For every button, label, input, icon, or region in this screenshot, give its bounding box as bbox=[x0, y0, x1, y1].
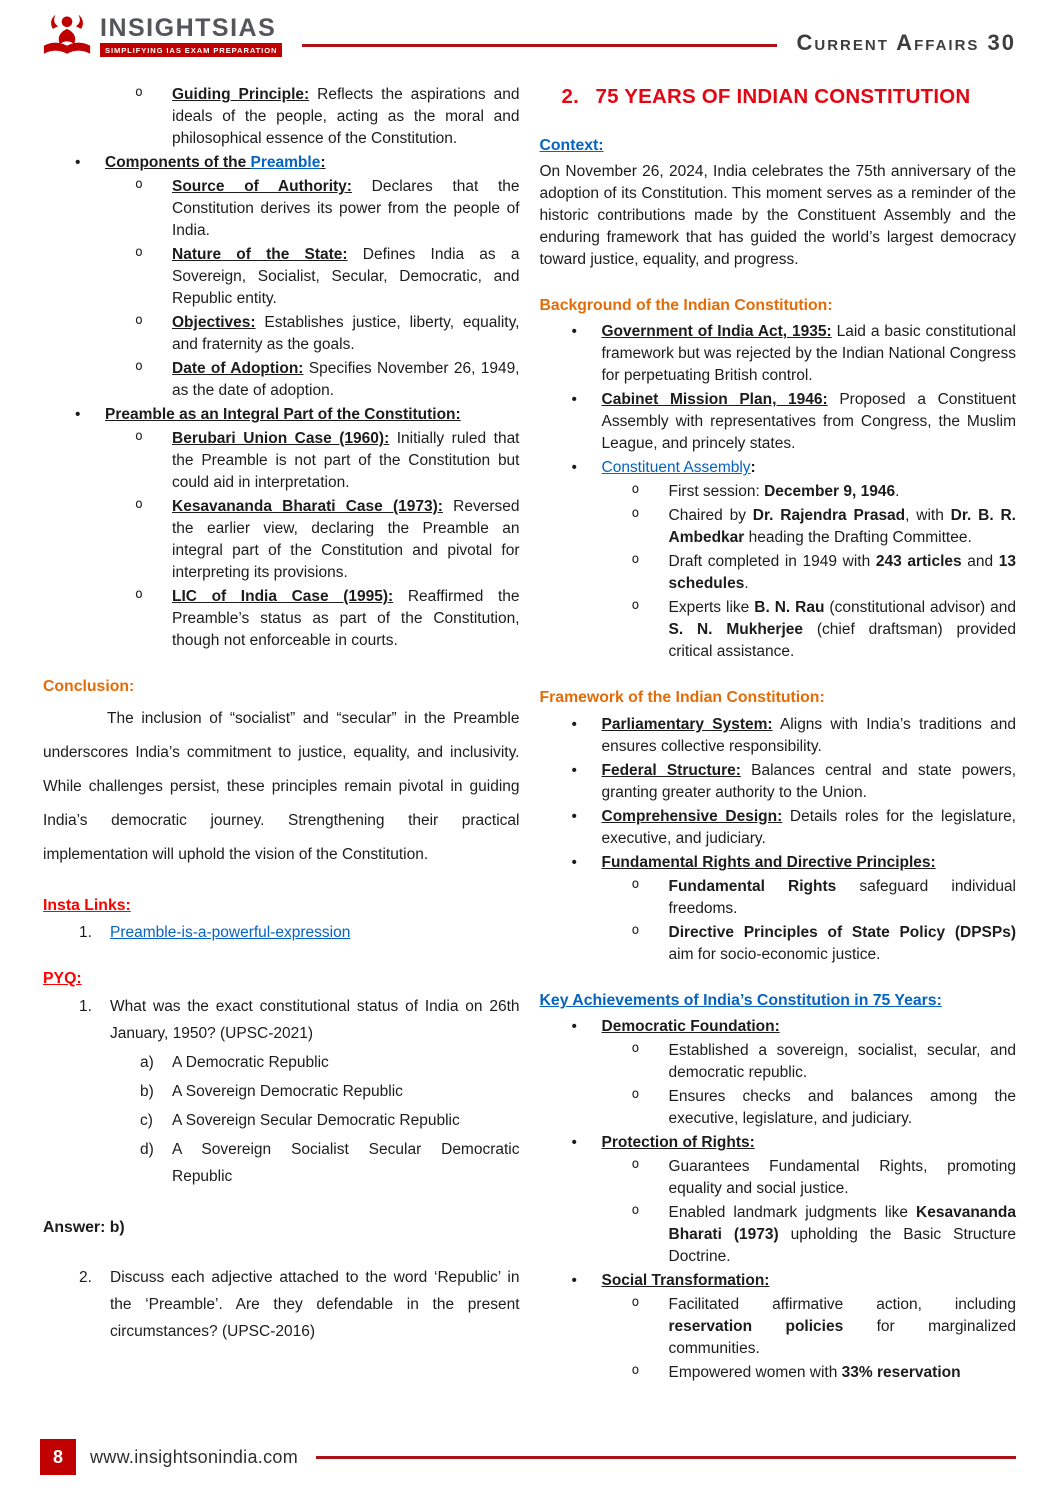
text-run: On November 26, 2024, India celebrates the 75th anniversary of the adoption of its Constitution. This moment serves as a reminder of the historic contributions made by the Constituent Assembly and the enduring framework that has guided the world’s largest democracy toward justice, equality, and progress. bbox=[539, 163, 1016, 269]
text-run: for marginalized communities. bbox=[668, 1318, 1016, 1358]
key-achievements-heading bbox=[540, 990, 1017, 1012]
text-run: Specifies November 26, 1949, as the date of adoption. bbox=[172, 360, 520, 399]
section-title bbox=[540, 84, 1017, 111]
sub-bullet-item bbox=[43, 244, 520, 310]
text-run: LIC of India Case (1995): bbox=[172, 588, 394, 605]
text-run: Discuss each adjective attached to the word ‘Republic’ in the ‘Preamble’. Are they defendable in the present circumstances? (UPSC-2016) bbox=[110, 1269, 520, 1341]
list-marker: • bbox=[75, 154, 81, 171]
text-run: The inclusion of “socialist” and “secular” in the Preamble underscores India’s commitment to justice, equality, and inclusivity. While challenges persist, these principles remain pivotal in guiding India’s democratic journey. Strengthening their practical implementation will uphold the vision of the Constitution. bbox=[43, 710, 520, 863]
bullet-item bbox=[540, 321, 1017, 387]
insta-links-heading bbox=[43, 895, 520, 917]
list-marker: o bbox=[631, 1087, 640, 1103]
text-run: . bbox=[744, 575, 749, 593]
sub-bullet-item bbox=[43, 312, 520, 356]
bullet-item bbox=[540, 389, 1017, 455]
sub-bullet-item bbox=[540, 1086, 1017, 1130]
pyq-question bbox=[43, 1265, 520, 1346]
text-run: Date of Adoption: bbox=[172, 360, 304, 377]
sub-bullet-item bbox=[540, 922, 1017, 966]
text-run: Parliamentary System: bbox=[601, 715, 773, 733]
bullet-item bbox=[540, 760, 1017, 804]
text-run: (chief draftsman) provided critical assistance. bbox=[668, 621, 1016, 661]
background-heading bbox=[540, 295, 1017, 317]
list-marker: o bbox=[631, 506, 640, 522]
text-run: Democratic Foundation: bbox=[601, 1018, 780, 1036]
text-run: : bbox=[320, 154, 326, 171]
answer-text bbox=[43, 1217, 520, 1239]
text-run: and bbox=[961, 553, 999, 571]
text-run: Reflects the aspirations and ideals of the people, acting as the moral and philosophical essence of the Constitution. bbox=[172, 86, 520, 147]
text-run: Draft completed in 1949 with bbox=[668, 553, 876, 571]
pyq-option bbox=[43, 1137, 520, 1191]
text-run: Details roles for the legislature, executive, and judiciary. bbox=[601, 807, 1016, 847]
text-run: 33% reservation bbox=[841, 1364, 961, 1382]
text-run: (constitutional advisor) and bbox=[824, 599, 1016, 617]
page-body bbox=[0, 60, 1058, 1386]
text-run: B. N. Rau bbox=[754, 599, 825, 617]
pyq-question bbox=[43, 994, 520, 1048]
list-marker: o bbox=[135, 359, 143, 374]
text-run: What was the exact constitutional status of India on 26th January, 1950? (UPSC-2021) bbox=[110, 998, 520, 1043]
context-heading bbox=[540, 135, 1017, 157]
list-marker: o bbox=[631, 1157, 640, 1173]
insta-link[interactable]: Preamble-is-a-powerful-expression bbox=[110, 923, 351, 941]
text-run: : bbox=[750, 459, 756, 477]
text-run: Aligns with India’s traditions and ensures collective responsibility. bbox=[601, 715, 1016, 755]
list-marker: d) bbox=[140, 1141, 154, 1159]
preamble-link[interactable]: Preamble bbox=[250, 154, 321, 171]
sub-bullet-item bbox=[540, 876, 1017, 920]
text-run: Cabinet Mission Plan, 1946: bbox=[601, 391, 828, 409]
text-run: First session: bbox=[668, 483, 765, 501]
text-run: Context: bbox=[539, 136, 604, 154]
text-run: Laid a basic constitutional framework but was rejected by the Indian National Congress for perpetuating British control. bbox=[601, 323, 1017, 385]
text-run: 75 YEARS OF INDIAN CONSTITUTION bbox=[595, 85, 971, 108]
list-marker: 1. bbox=[79, 923, 92, 941]
list-marker: 2. bbox=[79, 1269, 92, 1287]
header-divider bbox=[302, 44, 776, 47]
bullet-item bbox=[540, 806, 1017, 850]
text-run: Key Achievements of India’s Constitution in 75 Years: bbox=[539, 991, 942, 1009]
list-marker: o bbox=[135, 245, 143, 260]
sub-bullet-item bbox=[43, 84, 520, 150]
left-column bbox=[43, 84, 520, 1386]
text-run: 13 schedules bbox=[668, 553, 1016, 593]
sub-bullet-item bbox=[540, 597, 1017, 663]
insightsias-logo-icon bbox=[40, 12, 94, 60]
text-run: Preamble as an Integral Part of the Constitution: bbox=[105, 406, 461, 423]
text-run: Nature of the State: bbox=[172, 246, 348, 263]
list-marker: • bbox=[571, 1018, 577, 1036]
list-marker: • bbox=[571, 323, 577, 341]
sub-bullet-item bbox=[540, 1202, 1017, 1268]
conclusion-paragraph bbox=[43, 702, 520, 871]
text-run: Dr. B. R. Ambedkar bbox=[668, 507, 1016, 547]
text-run: 243 articles bbox=[875, 553, 962, 571]
list-marker: o bbox=[135, 429, 143, 444]
text-run: Dr. Rajendra Prasad bbox=[752, 507, 906, 525]
list-marker: o bbox=[631, 1295, 640, 1311]
list-marker: • bbox=[571, 1272, 577, 1290]
text-run: . bbox=[895, 483, 900, 501]
right-column bbox=[540, 84, 1017, 1386]
list-marker: 1. bbox=[79, 998, 92, 1016]
text-run: Directive Principles of State Policy (DPSPs) bbox=[668, 923, 1016, 941]
page-footer bbox=[0, 1439, 1058, 1475]
text-run: Comprehensive Design: bbox=[601, 807, 783, 825]
text-run: Framework of the Indian Constitution: bbox=[539, 689, 825, 707]
list-marker: o bbox=[631, 1203, 640, 1219]
constituent-assembly-link[interactable]: Constituent Assembly bbox=[601, 459, 751, 477]
list-marker: c) bbox=[140, 1112, 153, 1130]
sub-bullet-item bbox=[43, 358, 520, 402]
list-marker: o bbox=[135, 587, 143, 602]
text-run: upholding the Basic Structure Doctrine. bbox=[668, 1226, 1016, 1266]
text-run: S. N. Mukherjee bbox=[668, 621, 804, 639]
text-run: December 9, 1946 bbox=[764, 483, 896, 501]
text-run: Guarantees Fundamental Rights, promoting equality and social justice. bbox=[668, 1158, 1016, 1198]
framework-heading bbox=[540, 687, 1017, 709]
page-header bbox=[0, 0, 1058, 60]
list-marker: a) bbox=[140, 1054, 154, 1072]
list-marker: b) bbox=[140, 1083, 154, 1101]
bullet-item bbox=[540, 457, 1017, 479]
sub-bullet-item bbox=[43, 496, 520, 584]
text-run: safeguard individual freedoms. bbox=[668, 877, 1016, 917]
list-marker: • bbox=[571, 459, 577, 477]
text-run: Empowered women with bbox=[668, 1364, 842, 1382]
list-marker: • bbox=[571, 853, 577, 871]
logo-text bbox=[100, 12, 282, 57]
sub-bullet-item bbox=[540, 551, 1017, 595]
page-number: 8 bbox=[40, 1439, 76, 1475]
text-run: Background of the Indian Constitution: bbox=[539, 297, 833, 315]
text-run: Insta Links: bbox=[43, 897, 131, 915]
text-run: Kesavananda Bharati Case (1973): bbox=[172, 498, 443, 515]
text-run: Experts like bbox=[668, 599, 755, 617]
list-marker: o bbox=[135, 85, 143, 100]
pyq-option bbox=[43, 1050, 520, 1077]
text-run: Chaired by bbox=[668, 507, 753, 525]
text-run: reservation policies bbox=[668, 1318, 844, 1336]
text-run: Conclusion: bbox=[43, 678, 135, 695]
bullet-item bbox=[540, 852, 1017, 874]
list-marker: o bbox=[631, 552, 640, 568]
list-marker: • bbox=[571, 761, 577, 779]
bullet-item bbox=[540, 1016, 1017, 1038]
text-run: A Sovereign Socialist Secular Democratic Republic bbox=[172, 1141, 520, 1185]
text-run: , with bbox=[905, 507, 951, 525]
bullet-item bbox=[540, 714, 1017, 758]
text-run: Social Transformation: bbox=[601, 1272, 770, 1290]
sub-bullet-item bbox=[43, 586, 520, 652]
pyq-option bbox=[43, 1108, 520, 1135]
bullet-item bbox=[43, 404, 520, 426]
text-run: Established a sovereign, socialist, secular, and democratic republic. bbox=[668, 1042, 1016, 1082]
pyq-heading bbox=[43, 968, 520, 990]
text-run: aim for socio-economic justice. bbox=[668, 945, 881, 963]
sub-bullet-item bbox=[43, 176, 520, 242]
brand-tagline: SIMPLIFYING IAS EXAM PREPARATION bbox=[100, 43, 282, 57]
bullet-item bbox=[43, 152, 520, 174]
brand-name: INSIGHTSIAS bbox=[100, 14, 277, 42]
list-marker: o bbox=[631, 482, 640, 498]
text-run: Fundamental Rights and Directive Principles: bbox=[601, 853, 936, 871]
text-run: Government of India Act, 1935: bbox=[601, 323, 832, 341]
text-run: Fundamental Rights bbox=[668, 877, 837, 895]
list-marker: o bbox=[631, 1363, 640, 1379]
text-run: Protection of Rights: bbox=[601, 1134, 755, 1152]
list-marker: o bbox=[631, 876, 640, 892]
text-run: Facilitated affirmative action, including bbox=[668, 1296, 1016, 1314]
pyq-option bbox=[43, 1079, 520, 1106]
text-run: Defines India as a Sovereign, Socialist, Secular, Democratic, and Republic entity. bbox=[172, 246, 520, 307]
text-run: Objectives: bbox=[172, 314, 256, 331]
text-run: Enabled landmark judgments like bbox=[668, 1204, 917, 1222]
text-run: Proposed a Constituent Assembly with representatives from Congress, the Muslim League, and princely states. bbox=[601, 391, 1016, 453]
text-run: heading the Drafting Committee. bbox=[744, 529, 972, 547]
list-marker: • bbox=[571, 807, 577, 825]
footer-divider bbox=[316, 1456, 1016, 1459]
text-run: Reaffirmed the Preamble’s status as part of the Constitution, though not enforceable in courts. bbox=[172, 588, 520, 649]
insta-link-item bbox=[43, 922, 520, 944]
text-run: Balances central and state powers, granting greater authority to the Union. bbox=[601, 761, 1016, 801]
text-run: Answer: b) bbox=[43, 1218, 125, 1236]
insightsias-logo bbox=[40, 12, 282, 60]
list-marker: • bbox=[571, 391, 577, 409]
text-run: Establishes justice, liberty, equality, and fraternity as the goals. bbox=[172, 314, 520, 353]
text-run: Reversed the earlier view, declaring the Preamble an integral part of the Constitution and pivotal for interpreting its provisions. bbox=[172, 498, 520, 581]
text-run: Declares that the Constitution derives its power from the people of India. bbox=[172, 178, 520, 239]
sub-bullet-item bbox=[43, 428, 520, 494]
text-run: A Sovereign Democratic Republic bbox=[172, 1083, 403, 1101]
sub-bullet-item bbox=[540, 1156, 1017, 1200]
sub-bullet-item bbox=[540, 1294, 1017, 1360]
list-marker: o bbox=[631, 598, 640, 614]
text-run: Kesavananda Bharati (1973) bbox=[668, 1204, 1016, 1244]
text-run: Initially ruled that the Preamble is not part of the Constitution but could aid in interpretation. bbox=[172, 430, 520, 491]
text-run: A Sovereign Secular Democratic Republic bbox=[172, 1112, 460, 1130]
list-marker: o bbox=[631, 922, 640, 938]
website-text: www.insightsonindia.com bbox=[90, 1446, 298, 1467]
text-run: Source of Authority: bbox=[172, 178, 352, 195]
text-run: Components of the bbox=[105, 154, 251, 171]
edition-title: Current Affairs 30 bbox=[796, 30, 1016, 55]
list-marker: • bbox=[571, 1134, 577, 1152]
text-run: Guiding Principle: bbox=[172, 86, 310, 103]
list-marker: o bbox=[135, 497, 143, 512]
conclusion-heading bbox=[43, 676, 520, 698]
text-run: Federal Structure: bbox=[601, 761, 741, 779]
list-marker: • bbox=[75, 406, 81, 423]
list-marker: 2. bbox=[561, 85, 579, 108]
sub-bullet-item bbox=[540, 1040, 1017, 1084]
sub-bullet-item bbox=[540, 505, 1017, 549]
list-marker: o bbox=[135, 313, 143, 328]
text-run: Ensures checks and balances among the executive, legislature, and judiciary. bbox=[668, 1088, 1016, 1128]
list-marker: o bbox=[135, 177, 143, 192]
sub-bullet-item bbox=[540, 1362, 1017, 1384]
context-paragraph bbox=[540, 161, 1017, 271]
bullet-item bbox=[540, 1270, 1017, 1292]
text-run: Berubari Union Case (1960): bbox=[172, 430, 390, 447]
text-run: A Democratic Republic bbox=[172, 1054, 329, 1072]
text-run: PYQ: bbox=[43, 969, 82, 987]
sub-bullet-item bbox=[540, 481, 1017, 503]
bullet-item bbox=[540, 1132, 1017, 1154]
list-marker: • bbox=[571, 715, 577, 733]
list-marker: o bbox=[631, 1041, 640, 1057]
